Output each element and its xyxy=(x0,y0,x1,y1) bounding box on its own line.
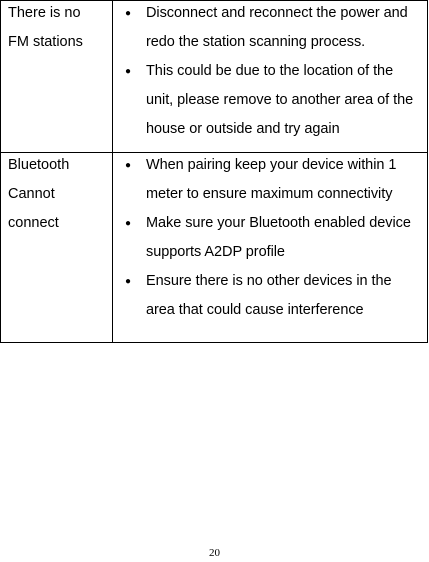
solution-text: Ensure there is no other devices in the area that could cause interference xyxy=(146,273,392,318)
bullet-icon: ● xyxy=(125,276,131,287)
solution-list-item xyxy=(113,151,423,209)
problem-text-line: Cannot xyxy=(8,186,55,202)
solution-list-item xyxy=(113,0,423,57)
problem-text-line: Bluetooth xyxy=(8,157,70,173)
problem-cell xyxy=(1,153,113,343)
problem-cell xyxy=(1,1,113,153)
solution-list-item xyxy=(113,209,423,267)
solution-list xyxy=(113,151,423,325)
table-row-bluetooth xyxy=(1,153,428,343)
solution-list-item xyxy=(113,57,423,144)
problem-text-line: FM stations xyxy=(8,34,83,50)
page-number: 20 xyxy=(209,547,220,559)
solution-cell xyxy=(113,1,428,153)
table-row-fm-stations xyxy=(1,1,428,153)
problem-text-line: There is no xyxy=(8,5,81,21)
bullet-icon: ● xyxy=(125,66,131,77)
solution-list-item xyxy=(113,267,423,325)
bullet-icon: ● xyxy=(125,160,131,171)
bullet-icon: ● xyxy=(125,218,131,229)
bullet-icon: ● xyxy=(125,8,131,19)
solution-text: Make sure your Bluetooth enabled device supports A2DP profile xyxy=(146,215,411,260)
solution-text: When pairing keep your device within 1 meter to ensure maximum connectivity xyxy=(146,157,397,202)
solution-cell xyxy=(113,153,428,343)
solution-text: Disconnect and reconnect the power and redo the station scanning process. xyxy=(146,5,408,50)
solution-list xyxy=(113,0,423,144)
solution-text: This could be due to the location of the unit, please remove to another area of the house or outside and try again xyxy=(146,63,414,137)
problem-text-line: connect xyxy=(8,215,59,231)
